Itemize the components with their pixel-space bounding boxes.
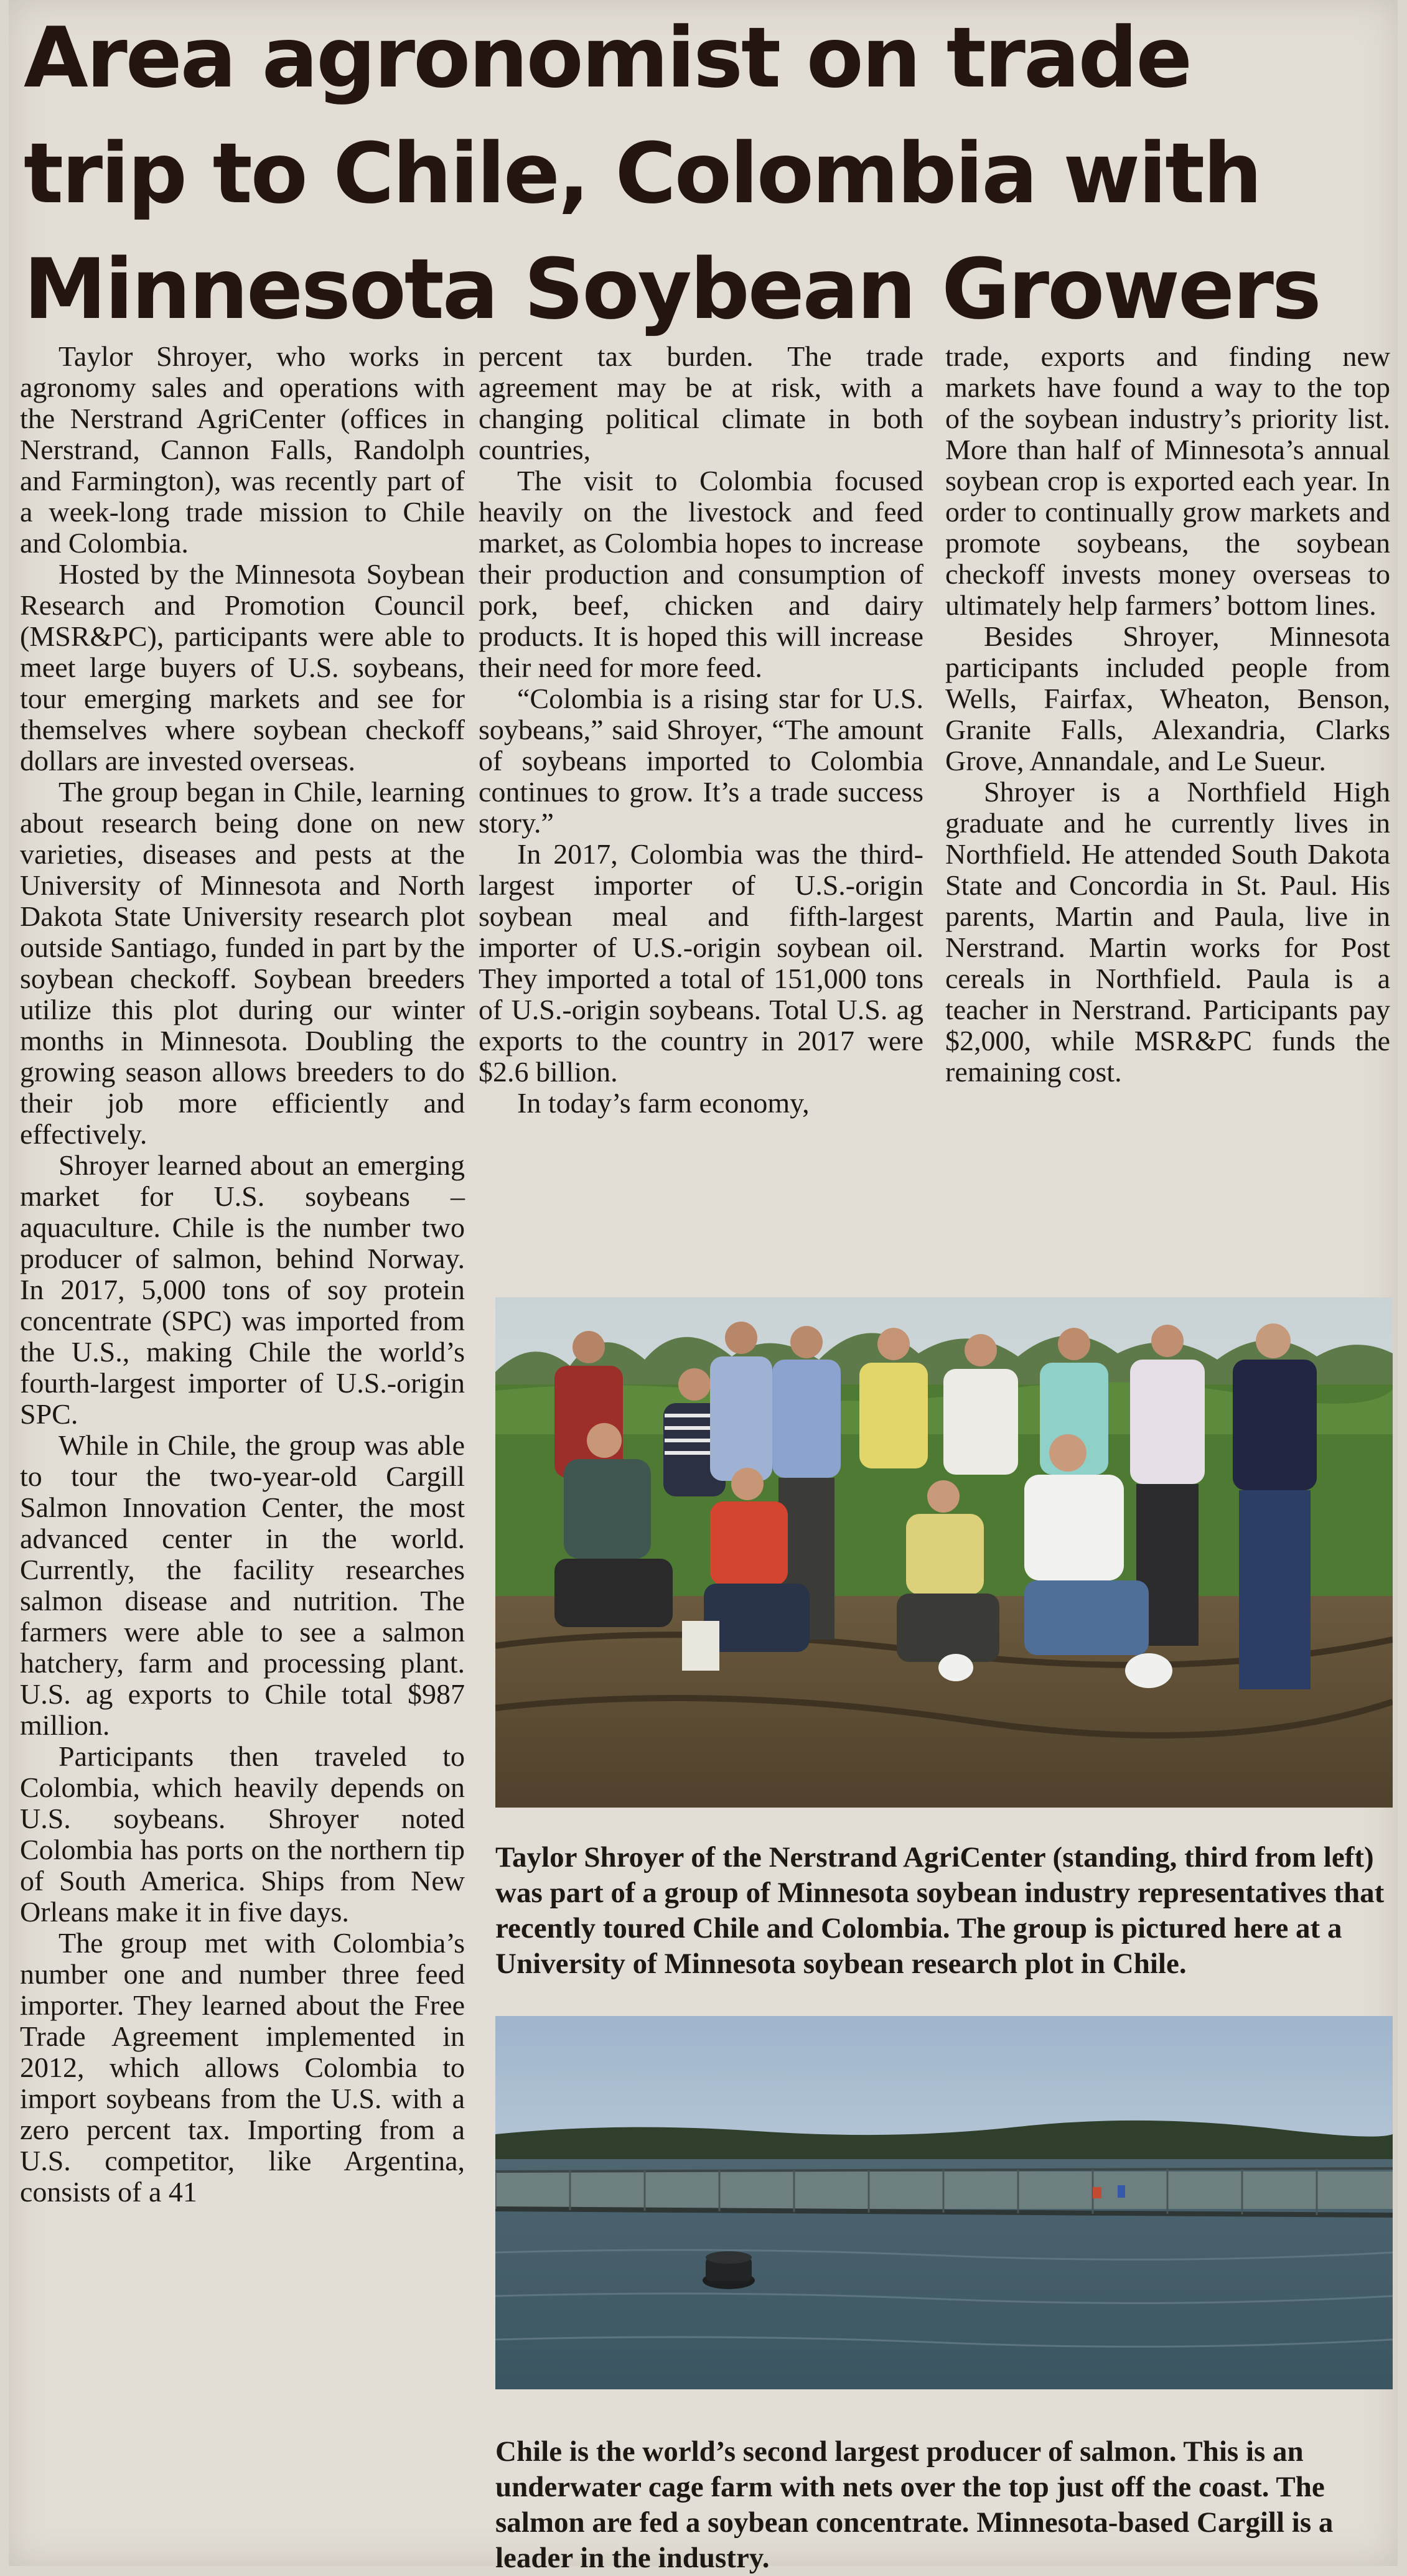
salmon-farm-image bbox=[495, 2016, 1393, 2389]
paragraph: Taylor Shroyer, who works in agronomy sales and operations with the Nerstrand AgriCenter (offices in Nerstrand, Cannon Falls, Randolph and Farmington), was recently part of a week-long trade mission to Chile and Colombia. bbox=[20, 340, 465, 559]
paragraph: trade, exports and finding new markets have found a way to the top of the soybean industry’s priority list. More than half of Minnesota’s annual soybean crop is exported each year. In order to continually grow markets and promote soybeans, the soybean checkoff invests money overseas to ultimately help farmers’ bottom lines. bbox=[945, 340, 1390, 621]
paragraph: In today’s farm economy, bbox=[517, 1087, 810, 1119]
paragraph: Shroyer is a Northfield High graduate and he currently lives in Northfield. He attended South Dakota State and Concordia in St. Paul. His parents, Martin and Paula, live in Nerstrand. Martin works for Post cereals in Northfield. Paula is a teacher in Nerstrand. Participants pay $2,000, while MSR&PC funds the remaining cost. bbox=[945, 776, 1390, 1088]
paragraph: The group met with Colombia’s number one and number three feed importer. They learned about the Free Trade Agreement implemented in 2012, which allows Colombia to import soybeans from the U.S. with a zero percent tax. Importing from a U.S. competitor, like Argentina, consists of a 41 bbox=[20, 1927, 465, 2208]
paragraph: In 2017, Colombia was the third-largest importer of U.S.-origin soybean meal and fifth-largest importer of U.S.-origin soybean oil. They imported a total of 151,000 tons of U.S.-origin soybeans. Total U.S. ag exports to the country in 2017 were $2.6 billion. bbox=[479, 838, 923, 1088]
article-column-1 bbox=[20, 341, 465, 2562]
paragraph: “Colombia is a rising star for U.S. soybeans,” said Shroyer, “The amount of soybeans imported to Colombia continues to grow. It’s a trade success story.” bbox=[479, 683, 923, 839]
headline-line-1: Area agronomist on trade bbox=[24, 9, 1191, 106]
paragraph: While in Chile, the group was able to tour the two-year-old Cargill Salmon Innovation Center, the most advanced center in the world. Currently, the facility researches salmon disease and nutrition. The farmers were able to see a salmon hatchery, farm and processing plant. U.S. ag exports to Chile total $987 million. bbox=[20, 1429, 465, 1741]
headline bbox=[24, 0, 1393, 347]
paragraph: Hosted by the Minnesota Soybean Research and Promotion Council (MSR&PC), participants were able to meet large buyers of U.S. soybeans, tour emerging markets and see for themselves where soybean checkoff dollars are invested overseas. bbox=[20, 558, 465, 777]
paragraph: The group began in Chile, learning about research being done on new varieties, diseases and pests at the University of Minnesota and North Dakota State University research plot outside Santiago, funded in part by the soybean checkoff. Soybean breeders utilize this plot during our winter months in Minnesota. Doubling the growing season allows breeders to do their job more efficiently and effectively. bbox=[20, 776, 465, 1150]
paragraph: Besides Shroyer, Minnesota participants included people from Wells, Fairfax, Wheaton, Benson, Granite Falls, Alexandria, Clarks Grove, Annandale, and Le Sueur. bbox=[945, 620, 1390, 777]
article-column-2 bbox=[479, 341, 923, 1274]
paragraph: Shroyer learned about an emerging market for U.S. soybeans – aquaculture. Chile is the number two producer of salmon, behind Norway. In 2017, 5,000 tons of soy protein concentrate (SPC) was imported from the U.S., making Chile the world’s fourth-largest importer of U.S.-origin SPC. bbox=[20, 1149, 465, 1430]
headline-line-2: trip to Chile, Colombia with bbox=[24, 125, 1261, 222]
salmon-farm-photo bbox=[495, 2016, 1393, 2389]
salmon-photo-caption: Chile is the world’s second largest producer of salmon. This is an underwater cage farm with nets over the top just off the coast. The salmon are fed a soybean concentrate. Minnesota-based Cargill is a leader in the industry. bbox=[495, 2435, 1334, 2574]
group-photo-caption: Taylor Shroyer of the Nerstrand AgriCenter (standing, third from left) was part of a group of Minnesota soybean industry representatives that recently toured Chile and Colombia. The group is pictured here at a University of Minnesota soybean research plot in Chile. bbox=[495, 1841, 1385, 1980]
group-photo bbox=[495, 1297, 1393, 1808]
article-column-3 bbox=[945, 341, 1390, 1274]
headline-line-3: Minnesota Soybean Growers bbox=[24, 241, 1320, 338]
newspaper-clipping bbox=[9, 0, 1398, 2574]
paragraph: The visit to Colombia focused heavily on the livestock and feed market, as Colombia hopes to increase their production and consumption of pork, beef, chicken and dairy products. It is hoped this will increase their need for more feed. bbox=[479, 465, 923, 683]
group-photo-image bbox=[495, 1297, 1393, 1808]
paragraph: percent tax burden. The trade agreement may be at risk, with a changing political climate in both countries, bbox=[479, 340, 923, 465]
paragraph: Participants then traveled to Colombia, which heavily depends on U.S. soybeans. Shroyer noted Colombia has ports on the northern tip of South America. Ships from New Orleans make it in five days. bbox=[20, 1740, 465, 1928]
